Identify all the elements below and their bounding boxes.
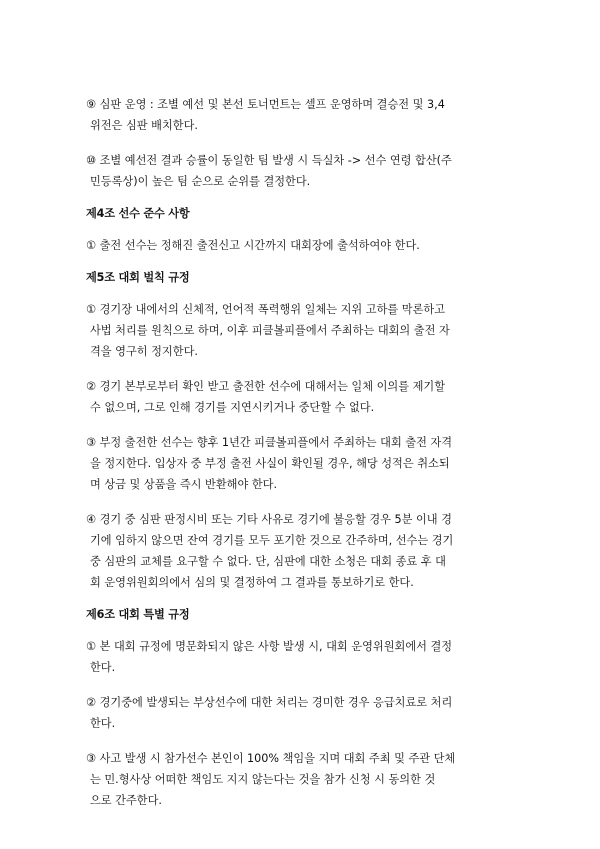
rule-item-10-line-1: ⑩ 조별 예선전 결과 승률이 동일한 팀 발생 시 득실차 -> 선수 연령 합산(주 (86, 154, 452, 167)
article-5-item-1 (86, 299, 526, 362)
article-6-item-3-line-1: ③ 사고 발생 시 참가선수 본인이 100% 책임을 지며 대회 주최 및 주관 단체 (86, 752, 456, 765)
article-4-title: 제4조 선수 준수 사항 (86, 207, 190, 220)
article-5-item-4-line-1: ④ 경기 중 심판 판정시비 또는 기타 사유로 경기에 불응할 경우 5분 이내 경 (86, 513, 452, 526)
article-5-item-3-line-1: ③ 부정 출전한 선수는 향후 1년간 피클볼피플에서 주최하는 대회 출전 자격 (86, 436, 453, 449)
article-6-item-2 (86, 692, 526, 734)
article-5-item-1-line-1: ① 경기장 내에서의 신체적, 언어적 폭력행위 일체는 지위 고하를 막론하고 (86, 303, 445, 316)
article-5-item-1-line-2: 사법 처리를 원칙으로 하며, 이후 피클볼피플에서 주최하는 대회의 출전 자 (90, 324, 450, 337)
article-5-item-3 (86, 432, 526, 495)
rules-content (86, 94, 526, 811)
article-6-item-3-line-3: 으로 간주한다. (90, 794, 162, 807)
article-6-item-3-line-2: 는 민.형사상 어떠한 책임도 지지 않는다는 것을 참가 신청 시 동의한 것 (90, 773, 436, 786)
article-5-item-3-line-3: 며 상금 및 상품을 즉시 반환해야 한다. (90, 478, 278, 491)
article-5-item-4-line-2: 기에 임하지 않으면 잔여 경기를 모두 포기한 것으로 간주하며, 선수는 경기 (90, 534, 454, 547)
article-6-item-2-line-2: 한다. (90, 717, 116, 730)
article-4-item-1-line-1: ① 출전 선수는 정해진 출전신고 시간까지 대회장에 출석하여야 한다. (86, 239, 420, 252)
article-5-item-2 (86, 376, 526, 418)
rule-item-10-line-2: 민등록상)이 높은 팀 순으로 순위를 결정한다. (90, 175, 311, 188)
article-5-item-3-line-2: 을 정지한다. 입상자 중 부정 출전 사실이 확인될 경우, 해당 성적은 취소되 (90, 457, 450, 470)
article-6-item-1-line-2: 한다. (90, 661, 116, 674)
rule-item-9 (86, 94, 526, 136)
article-6-item-1-line-1: ① 본 대회 규정에 명문화되지 않은 사항 발생 시, 대회 운영위원회에서 결정 (86, 640, 453, 653)
article-6-item-1 (86, 636, 526, 678)
rule-item-9-line-1: ⑨ 심판 운영 : 조별 예선 및 본선 토너먼트는 셀프 운영하며 결승전 및 3,4 (86, 98, 445, 111)
article-6-title: 제6조 대회 특별 규정 (86, 608, 190, 621)
article-5-item-4-line-4: 회 운영위원회의에서 심의 및 결정하여 그 결과를 통보하기로 한다. (90, 576, 414, 589)
rule-item-10 (86, 150, 526, 192)
article-5-item-2-line-2: 수 없으며, 그로 인해 경기를 지연시키거나 중단할 수 없다. (90, 401, 375, 414)
article-5-item-4-line-3: 중 심판의 교체를 요구할 수 없다. 단, 심판에 대한 소청은 대회 종료 후 대 (90, 555, 446, 568)
article-4-item-1 (86, 235, 526, 256)
article-6-item-2-line-1: ② 경기중에 발생되는 부상선수에 대한 처리는 경미한 경우 응급치료로 처리 (86, 696, 453, 709)
article-5-item-1-line-3: 격을 영구히 정지한다. (90, 345, 198, 358)
article-5-item-2-line-1: ② 경기 본부로부터 확인 받고 출전한 선수에 대해서는 일체 이의를 제기할 (86, 380, 445, 393)
rule-item-9-line-2: 위전은 심판 배치한다. (90, 119, 198, 132)
article-6-item-3 (86, 748, 526, 811)
article-5-item-4 (86, 509, 526, 593)
article-5-title: 제5조 대회 벌칙 규정 (86, 271, 190, 284)
